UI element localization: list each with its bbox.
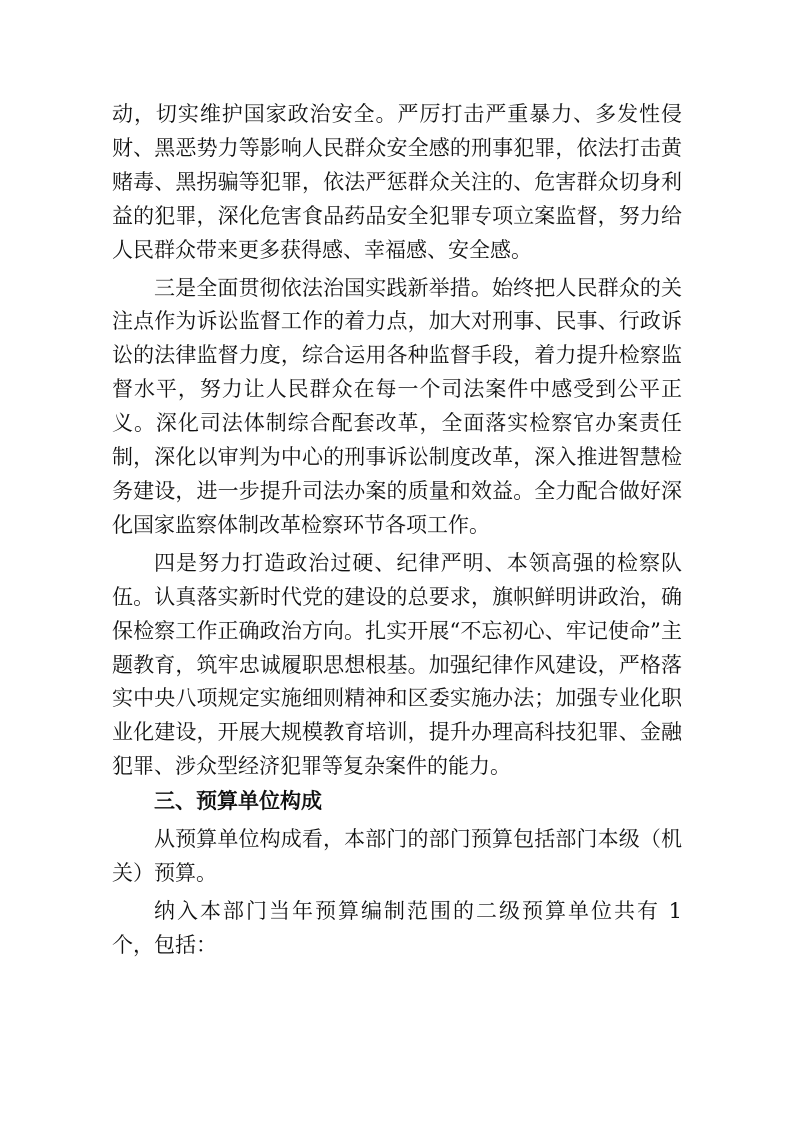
paragraph-item-three: 三是全面贯彻依法治国实践新举措。始终把人民群众的关注点作为诉讼监督工作的着力点，加大对刑事、民事、行政诉讼的法律监督力度，综合运用各种监督手段，着力提升检察监督水平，努力让人民群众在每一个司法案件中感受到公平正义。深化司法体制综合配套改革，全面落实检察官办案责任制，深化以审判为中心的刑事诉讼制度改革，深入推进智慧检务建设，进一步提升司法办案的质量和效益。全力配合做好深化国家监察体制改革检察环节各项工作。 [112, 275, 682, 537]
paragraph-continuation: 动，切实维护国家政治安全。严厉打击严重暴力、多发性侵财、黑恶势力等影响人民群众安全感的刑事犯罪，依法打击黄赌毒、黑拐骗等犯罪，依法严惩群众关注的、危害群众切身利益的犯罪，深化危害食品药品安全犯罪专项立案监督，努力给人民群众带来更多获得感、幸福感、安全感。 [112, 102, 682, 262]
paragraph-item-four: 四是努力打造政治过硬、纪律严明、本领高强的检察队伍。认真落实新时代党的建设的总要求，旗帜鲜明讲政治，确保检察工作正确政治方向。扎实开展“不忘初心、牢记使命”主题教育，筑牢忠诚履职思想根基。加强纪律作风建设，严格落实中央八项规定实施细则精神和区委实施办法；加强专业化职业化建设，开展大规模教育培训，提升办理高科技犯罪、金融犯罪、涉众型经济犯罪等复杂案件的能力。 [112, 550, 682, 779]
document-page [112, 98, 682, 963]
section-heading: 三、预算单位构成 [154, 789, 322, 814]
paragraph-secondary-units: 纳入本部门当年预算编制范围的二级预算单位共有 1 个，包括： [112, 898, 682, 957]
paragraph-budget-composition: 从预算单位构成看，本部门的部门预算包括部门本级（机关）预算。 [112, 827, 682, 885]
